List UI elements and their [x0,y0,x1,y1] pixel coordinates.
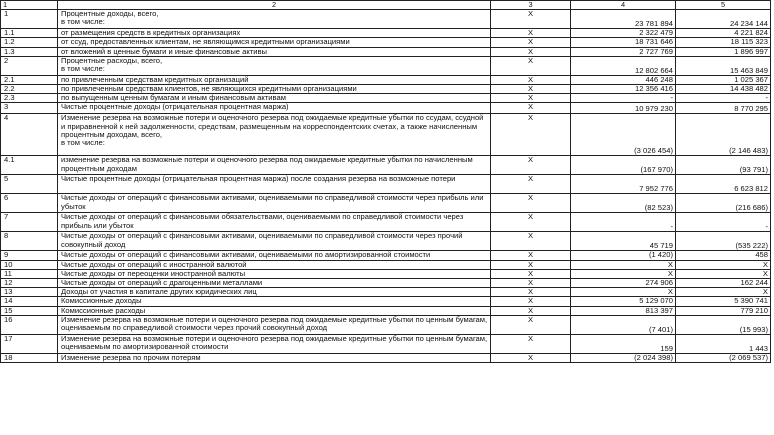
row-value-col4-cell: (7 401) [571,315,676,334]
row-value-col5-cell: 4 221 824 [676,29,771,38]
row-name-cell: Чистые доходы от операций с драгоценными металлами [58,279,491,288]
row-name-cell: Комиссионные расходы [58,306,491,315]
row-value-col4-cell: 10 979 230 [571,103,676,114]
row-code-cell: 4 [1,114,58,156]
table-row [1,156,771,175]
row-value-col5-cell: 162 244 [676,279,771,288]
row-value-col4-cell: 18 731 646 [571,38,676,47]
table-body [1,1,771,363]
row-code-cell: 15 [1,306,58,315]
table-row [1,47,771,56]
row-value-col5-cell: - [676,213,771,232]
row-code-cell: 2.3 [1,94,58,103]
row-code-cell: 12 [1,279,58,288]
row-name-cell: по привлеченным средствам клиентов, не являющихся кредитными организациями [58,85,491,94]
row-column3-cell: X [491,38,571,47]
row-code-cell: 13 [1,288,58,297]
row-value-col4-cell: (82 523) [571,194,676,213]
row-value-col4-cell: 23 781 894 [571,10,676,29]
table-row [1,353,771,362]
table-row [1,260,771,269]
row-column3-cell: X [491,251,571,260]
row-value-col4-cell: X [571,288,676,297]
row-name-cell: Процентные расходы, всего, в том числе: [58,56,491,75]
row-value-col5-cell: 24 234 144 [676,10,771,29]
row-name-cell: Чистые доходы от операций с финансовыми обязательствами, оцениваемыми по справедливой стоимости через прибыль или убыток [58,213,491,232]
row-code-cell: 4.1 [1,156,58,175]
row-column3-cell: X [491,232,571,251]
row-name-cell: Чистые доходы от операций с финансовыми активами, оцениваемыми по справедливой стоимости через прочий совокупный доход [58,232,491,251]
row-code-cell: 3 [1,103,58,114]
row-code-cell: 10 [1,260,58,269]
row-value-col5-cell: X [676,260,771,269]
row-value-col4-cell: 813 397 [571,306,676,315]
row-value-col5-cell: 18 115 323 [676,38,771,47]
row-name-cell: по выпущенным ценным бумагам и иным финансовым активам [58,94,491,103]
table-row [1,213,771,232]
table-row [1,103,771,114]
row-value-col4-cell: (3 026 454) [571,114,676,156]
row-value-col5-cell: - [676,94,771,103]
row-column3-cell: X [491,94,571,103]
row-value-col5-cell: 458 [676,251,771,260]
row-name-cell: Изменение резерва на возможные потери и оценочного резерва под ожидаемые кредитные убытки по ссудам, ссудной и приравненной к ней задолженности, средствам, размещенным на корреспондентских счетах, а также начисленным процентным доходам, всего, в том числе: [58,114,491,156]
row-value-col5-cell: (2 069 537) [676,353,771,362]
row-value-col5-cell: 6 623 812 [676,175,771,194]
row-value-col4-cell: (167 970) [571,156,676,175]
row-value-col4-cell: 2 322 479 [571,29,676,38]
row-code-cell: 11 [1,269,58,278]
row-code-cell: 17 [1,334,58,353]
column-header-2: 2 [58,1,491,10]
row-value-col5-cell: 1 896 997 [676,47,771,56]
row-column3-cell: X [491,315,571,334]
row-name-cell: Чистые доходы от операций с финансовыми активами, оцениваемыми по справедливой стоимости через прибыль или убыток [58,194,491,213]
row-value-col4-cell: 446 248 [571,75,676,84]
column-header-1: 1 [1,1,58,10]
row-value-col4-cell: 5 129 070 [571,297,676,306]
row-code-cell: 2 [1,56,58,75]
row-value-col4-cell: X [571,260,676,269]
row-name-cell: Комиссионные доходы [58,297,491,306]
row-value-col4-cell: 12 356 416 [571,85,676,94]
column-number-header-row [1,1,771,10]
row-name-cell: Чистые доходы от переоценки иностранной валюты [58,269,491,278]
row-code-cell: 9 [1,251,58,260]
row-column3-cell: X [491,85,571,94]
row-column3-cell: X [491,269,571,278]
row-name-cell: Изменение резерва на возможные потери и оценочного резерва под ожидаемые кредитные убытки по ценным бумагам, оцениваемым по справедливой стоимости через прочий совокупный доход [58,315,491,334]
table-row [1,315,771,334]
row-code-cell: 1 [1,10,58,29]
row-value-col4-cell: 2 727 769 [571,47,676,56]
row-value-col4-cell: 159 [571,334,676,353]
row-code-cell: 1.2 [1,38,58,47]
row-value-col5-cell: 779 210 [676,306,771,315]
row-value-col5-cell: 5 390 741 [676,297,771,306]
table-row [1,232,771,251]
row-value-col4-cell: - [571,213,676,232]
row-value-col5-cell: X [676,288,771,297]
row-column3-cell: X [491,353,571,362]
row-column3-cell: X [491,56,571,75]
row-name-cell: по привлеченным средствам кредитных организаций [58,75,491,84]
row-code-cell: 16 [1,315,58,334]
table-row [1,29,771,38]
table-row [1,251,771,260]
row-name-cell: Процентные доходы, всего, в том числе: [58,10,491,29]
row-value-col4-cell: (1 420) [571,251,676,260]
row-name-cell: Чистые доходы от операций с иностранной валютой [58,260,491,269]
row-name-cell: Доходы от участия в капитале других юридических лиц [58,288,491,297]
row-code-cell: 5 [1,175,58,194]
row-value-col5-cell: (216 686) [676,194,771,213]
table-row [1,306,771,315]
row-column3-cell: X [491,29,571,38]
table-row [1,75,771,84]
row-column3-cell: X [491,75,571,84]
row-column3-cell: X [491,47,571,56]
row-name-cell: Чистые процентные доходы (отрицательная процентная маржа) после создания резерва на возможные потери [58,175,491,194]
row-value-col4-cell: X [571,269,676,278]
column-header-5: 5 [676,1,771,10]
table-row [1,85,771,94]
row-code-cell: 8 [1,232,58,251]
row-value-col4-cell: 274 906 [571,279,676,288]
table-row [1,175,771,194]
row-value-col5-cell: (93 791) [676,156,771,175]
table-row [1,269,771,278]
table-row [1,114,771,156]
row-column3-cell: X [491,175,571,194]
row-column3-cell: X [491,194,571,213]
table-row [1,56,771,75]
row-code-cell: 6 [1,194,58,213]
row-value-col4-cell: - [571,94,676,103]
row-column3-cell: X [491,103,571,114]
table-row [1,94,771,103]
row-value-col5-cell: 1 443 [676,334,771,353]
row-value-col5-cell: (2 146 483) [676,114,771,156]
table-row [1,334,771,353]
table-row [1,38,771,47]
row-value-col5-cell: 8 770 295 [676,103,771,114]
row-value-col4-cell: 12 802 664 [571,56,676,75]
row-column3-cell: X [491,306,571,315]
row-code-cell: 18 [1,353,58,362]
row-code-cell: 1.1 [1,29,58,38]
row-column3-cell: X [491,10,571,29]
row-name-cell: от вложений в ценные бумаги и иные финансовые активы [58,47,491,56]
row-name-cell: Чистые процентные доходы (отрицательная процентная маржа) [58,103,491,114]
table-row [1,194,771,213]
row-value-col5-cell: 14 438 482 [676,85,771,94]
row-code-cell: 14 [1,297,58,306]
row-value-col5-cell: (535 222) [676,232,771,251]
column-header-3: 3 [491,1,571,10]
row-name-cell: Изменение резерва по прочим потерям [58,353,491,362]
row-value-col5-cell: 15 463 849 [676,56,771,75]
row-value-col4-cell: (2 024 398) [571,353,676,362]
table-row [1,279,771,288]
row-column3-cell: X [491,260,571,269]
row-column3-cell: X [491,213,571,232]
row-value-col5-cell: X [676,269,771,278]
table-row [1,297,771,306]
row-column3-cell: X [491,114,571,156]
row-column3-cell: X [491,279,571,288]
row-value-col5-cell: 1 025 367 [676,75,771,84]
row-name-cell: от размещения средств в кредитных организациях [58,29,491,38]
table-row [1,10,771,29]
row-name-cell: Изменение резерва на возможные потери и оценочного резерва под ожидаемые кредитные убытки по ценным бумагам, оцениваемым по амортизированной стоимости [58,334,491,353]
row-value-col4-cell: 45 719 [571,232,676,251]
row-column3-cell: X [491,156,571,175]
row-name-cell: от ссуд, предоставленных клиентам, не являющимся кредитными организациями [58,38,491,47]
row-code-cell: 1.3 [1,47,58,56]
row-code-cell: 2.2 [1,85,58,94]
table-row [1,288,771,297]
row-column3-cell: X [491,288,571,297]
row-column3-cell: X [491,297,571,306]
row-value-col4-cell: 7 952 776 [571,175,676,194]
row-code-cell: 7 [1,213,58,232]
column-header-4: 4 [571,1,676,10]
row-value-col5-cell: (15 993) [676,315,771,334]
row-column3-cell: X [491,334,571,353]
row-name-cell: изменение резерва на возможные потери и оценочного резерва под ожидаемые кредитные убытки по начисленным процентным доходам [58,156,491,175]
row-name-cell: Чистые доходы от операций с финансовыми активами, оцениваемыми по амортизированной стоимости [58,251,491,260]
row-code-cell: 2.1 [1,75,58,84]
